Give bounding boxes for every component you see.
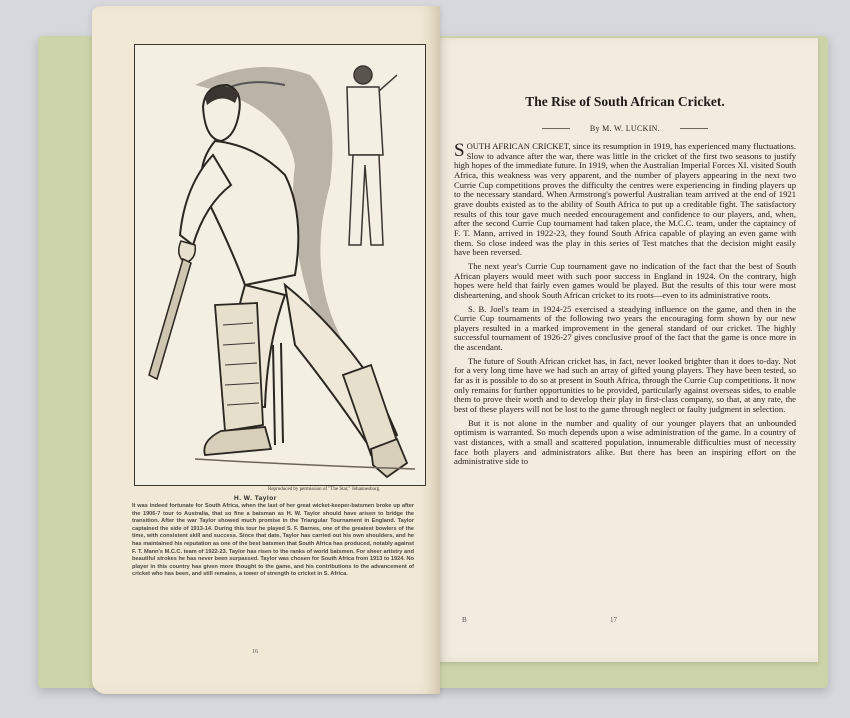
article-body bbox=[454, 142, 796, 471]
batsman-sketch bbox=[135, 45, 425, 485]
caption-text: It was indeed fortunate for South Africa, when the last of her great wicket-keeper-batsmen broke up after the 1906-7 tour to Australia, that so fine a batsman as H. W. Taylor should have arisen to bridge the transition. After the war Taylor showed much promise in the Triangular Tournament in England. Taylor captained the side of 1913-14. During this tour he played S. F. Barnes, one of the greatest bowlers of the time, with consistent skill and success. Since that date, Taylor has carried out his own shoulders, and he has maintained his reputation as one of the best batsmen that South Africa has produced, notably against F. T. Mann's M.C.C. team of 1922-23. Taylor has risen to the ranks of world batsmen. For sheer artistry and beautiful strokes he has never been surpassed. Taylor was chosen for South Africa from 1913 to 1924. No player in this country has given more thought to the game, and his contributions to the advancement of cricket who has been, and still remains, a tower of strength to cricket in S. Africa. bbox=[132, 503, 414, 578]
article-byline: By M. W. LUCKIN. bbox=[589, 124, 661, 133]
article-paragraph-4: The future of South African cricket has, in fact, never looked brighter than it does to-day. Not for a very long time have we had such an array of gifted young players. They have been tested, so far as it is possible to do so at present in South Africa, through the Currie Cup competitions. It now only remains for further opportunities to be provided, particularly against overseas sides, to enable them to prove their worth and to develop their play in first-class company, so that, at any rate, the best of these players will not be lost to the game through neglect or faulty judgment in selection. bbox=[454, 355, 796, 415]
article-paragraph-5: But it is not alone in the number and quality of our younger players that an unbounded optimism is warranted. So much depends upon a wise administration of the game. In a country of vast distances, with a small and scattered population, innumerable difficulties must of necessity face both players and administrators alike. But there has been an inspiring effort on the administrative side to bbox=[454, 417, 796, 467]
article-paragraph-1: SOUTH AFRICAN CRICKET, since its resumption in 1919, has experienced many fluctuations. Slow to advance after the war, there was little in the cricket of the first two seasons to justify high hopes of the immediate future. In 1919, when the Australian Imperial Forces XI. visited South Africa, this weakness was very apparent, and the number of players appearing in the next two Currie Cup competitions proves the difficulty the centres were experiencing in finding players up to the necessary standard. When Armstrong's powerful Australian team arrived at the end of 1921 grave doubts existed as to the ability of South Africa to put up a creditable fight. The satisfactory results of this tour gave much needed encouragement and confidence to our players, and, when, after the second Currie Cup tournament had taken place, the M.C.C. team, under the captaincy of F. T. Mann, arrived in 1922-23, they found South Africa capable of playing an even game with them. So close indeed was the play in this series of Test matches that the decision might easily have been reversed. bbox=[454, 140, 796, 258]
signature-mark: B bbox=[462, 616, 467, 624]
article-paragraph-2: The next year's Currie Cup tournament gave no indication of the fact that the best of South African players would meet with such poor success in England in 1924. On the contrary, high hopes were held that fairly even games would be played. But the results of this tour were most disheartening, and shook South African cricket to its roots—even to its administrative roots. bbox=[454, 260, 796, 300]
caption-name: H. W. Taylor bbox=[234, 495, 277, 502]
right-page bbox=[432, 38, 818, 662]
illustration-credit: Reproduced by permission of "The Star," Johannesburg. bbox=[268, 487, 381, 492]
page-number-left: 16 bbox=[252, 649, 258, 655]
drop-cap: S bbox=[454, 140, 465, 161]
article-paragraph-3: S. B. Joel's team in 1924-25 exercised a steadying influence on the game, and then in the Currie Cup tournaments of the following two years the encouraging form shown by our new players resulted in a marked improvement in the general standard of our cricket. The highly successful tournament of 1926-27 gives conclusive proof of the fact that the game is once more in the ascendant. bbox=[454, 303, 796, 353]
byline-rule-right bbox=[680, 128, 708, 129]
page-number-right: 17 bbox=[610, 616, 617, 624]
article-title: The Rise of South African Cricket. bbox=[525, 94, 725, 109]
left-page bbox=[92, 6, 440, 694]
cricket-illustration bbox=[134, 44, 426, 486]
